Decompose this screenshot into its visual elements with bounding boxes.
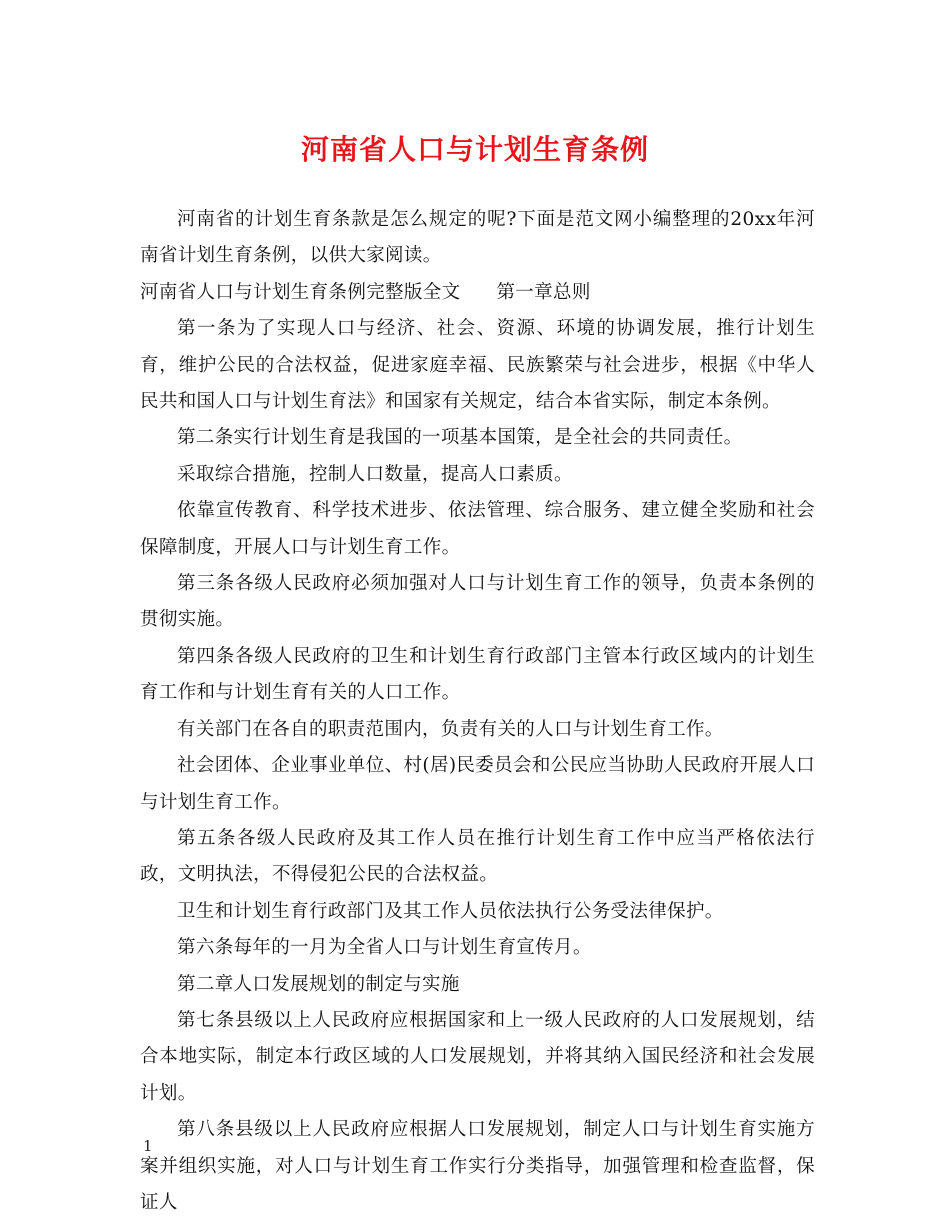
- article-5: 第五条各级人民政府及其工作人员在推行计划生育工作中应当严格依法行政，文明执法，不得侵犯公民的合法权益。: [140, 827, 815, 886]
- article-4-clause-b: 社会团体、企业事业单位、村(居)民委员会和公民应当协助人民政府开展人口与计划生育工作。: [140, 755, 815, 813]
- article-1: 第一条为了实现人口与经济、社会、资源、环境的协调发展，推行计划生育，维护公民的合法权益，促进家庭幸福、民族繁荣与社会进步，根据《中华人民共和国人口与计划生育法》和国家有关规定，结合本省实际，制定本条例。: [140, 318, 815, 413]
- article-3: 第三条各级人民政府必须加强对人口与计划生育工作的领导，负责本条例的贯彻实施。: [140, 573, 815, 631]
- article-2: 第二条实行计划生育是我国的一项基本国策，是全社会的共同责任。: [177, 427, 743, 449]
- document-body: [140, 202, 815, 1221]
- section-heading-title: 河南省人口与计划生育条例完整版全文: [140, 281, 461, 303]
- article-2-clause-b: 依靠宣传教育、科学技术进步、依法管理、综合服务、建立健全奖励和社会保障制度，开展人口与计划生育工作。: [140, 500, 815, 558]
- article-5-clause-a: 卫生和计划生育行政部门及其工作人员依法执行公务受法律保护。: [177, 900, 724, 922]
- page-number: 1: [143, 1137, 153, 1155]
- section-heading: [140, 275, 815, 311]
- document-title: 河南省人口与计划生育条例: [300, 133, 649, 166]
- intro-paragraph: 河南省的计划生育条款是怎么规定的呢?下面是范文网小编整理的20xx年河南省计划生育条例，以供大家阅读。: [140, 209, 815, 267]
- chapter-heading: 第一章总则: [496, 281, 591, 303]
- article-6: 第六条每年的一月为全省人口与计划生育宣传月。: [177, 937, 592, 959]
- chapter-2-heading: 第二章人口发展规划的制定与实施: [177, 973, 460, 995]
- article-8: 第八条县级以上人民政府应根据人口发展规划，制定人口与计划生育实施方案并组织实施，对人口与计划生育工作实行分类指导，加强管理和检查监督，保证人: [140, 1119, 815, 1213]
- article-4-clause-a: 有关部门在各自的职责范围内，负责有关的人口与计划生育工作。: [177, 718, 724, 740]
- article-4: 第四条各级人民政府的卫生和计划生育行政部门主管本行政区域内的计划生育工作和与计划生育有关的人口工作。: [140, 645, 815, 704]
- article-2-clause-a: 采取综合措施，控制人口数量，提高人口素质。: [177, 463, 573, 485]
- article-7: 第七条县级以上人民政府应根据国家和上一级人民政府的人口发展规划，结合本地实际，制定本行政区域的人口发展规划，并将其纳入国民经济和社会发展计划。: [140, 1009, 815, 1104]
